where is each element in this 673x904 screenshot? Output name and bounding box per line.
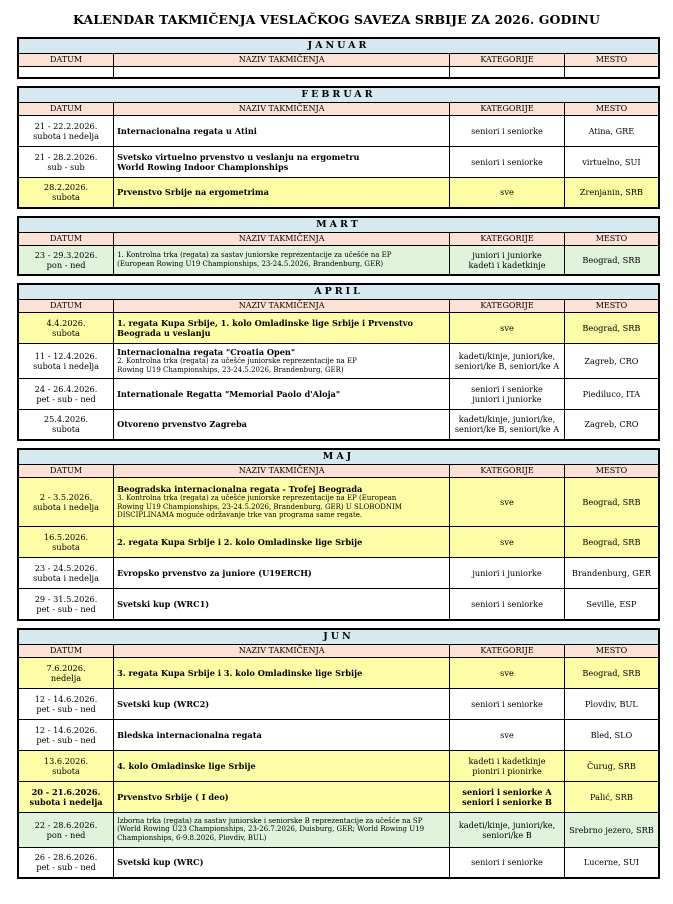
event-category-line: kadeti i kadetkinje bbox=[468, 259, 546, 270]
column-header-place: MESTO bbox=[564, 299, 659, 312]
column-header-place: MESTO bbox=[564, 465, 659, 478]
event-category-line: pioniri i pionirke bbox=[472, 765, 542, 776]
table-row bbox=[18, 688, 659, 719]
event-date-cell bbox=[18, 343, 114, 378]
event-category-cell bbox=[450, 177, 565, 208]
event-place-cell bbox=[564, 527, 659, 558]
event-date: 12 - 14.6.2026. bbox=[34, 693, 98, 704]
event-name-line: Evropsko prvenstvo za juniore (U19ERCH) bbox=[117, 568, 312, 578]
month-header-row bbox=[18, 38, 659, 54]
event-category-line: kadeti/kinje, juniori/ke, bbox=[458, 414, 556, 425]
column-header-name: NAZIV TAKMIČENJA bbox=[114, 465, 450, 478]
event-category-cell bbox=[450, 409, 565, 440]
event-place: Beograd, SRB bbox=[582, 322, 641, 333]
column-header-category: KATEGORIJE bbox=[450, 233, 565, 246]
event-place-cell bbox=[564, 115, 659, 146]
event-days: subota bbox=[52, 765, 80, 776]
event-name-cell bbox=[114, 246, 450, 275]
event-date-cell bbox=[18, 246, 114, 275]
event-category-cell bbox=[450, 589, 565, 620]
event-name-cell bbox=[114, 558, 450, 589]
event-days: pon - ned bbox=[46, 259, 86, 270]
event-place: Srebrno jezero, SRB bbox=[569, 824, 654, 835]
event-name-line: Otvoreno prvenstvo Zagreba bbox=[117, 419, 247, 430]
event-name-line: Svetski kup (WRC1) bbox=[117, 598, 210, 609]
event-category-line: seniori i seniorke bbox=[471, 598, 543, 609]
event-name-line: Bledska internacionalna regata bbox=[117, 729, 262, 740]
event-days: subota bbox=[52, 542, 80, 552]
event-name-cell bbox=[114, 781, 450, 812]
column-header-row bbox=[18, 54, 659, 67]
event-place: Plovdiv, BUL bbox=[585, 698, 638, 709]
event-name-line: World Rowing Indoor Championships bbox=[117, 161, 289, 172]
column-header-category: KATEGORIJE bbox=[450, 54, 565, 67]
event-place: Beograd, SRB bbox=[582, 667, 641, 678]
event-category-line: seniori i seniorke A bbox=[462, 786, 552, 797]
event-name-cell bbox=[114, 67, 450, 78]
event-name-cell bbox=[114, 378, 450, 409]
event-place-cell bbox=[564, 847, 659, 878]
event-category-line: seniori i seniorke bbox=[471, 125, 543, 136]
event-name-line: Rowing U19 Championships, 23-24.5.2026, Brandenburg, GER) bbox=[117, 365, 344, 374]
column-header-date: DATUM bbox=[18, 465, 114, 478]
table-row bbox=[18, 719, 659, 750]
month-section-april bbox=[17, 283, 660, 442]
column-header-date: DATUM bbox=[18, 102, 114, 115]
event-place-cell bbox=[564, 688, 659, 719]
table-row bbox=[18, 343, 659, 378]
column-header-row bbox=[18, 102, 659, 115]
month-name: FEBRUAR bbox=[18, 87, 659, 103]
event-date-cell bbox=[18, 558, 114, 589]
month-header-row bbox=[18, 629, 659, 645]
event-name-cell bbox=[114, 343, 450, 378]
event-name-line: DISCIPLINAMA moguće održavanje trke van programa same regate. bbox=[117, 511, 363, 520]
event-date-cell bbox=[18, 688, 114, 719]
event-date-cell bbox=[18, 177, 114, 208]
calendar-container bbox=[17, 37, 660, 886]
month-section-februar bbox=[17, 86, 660, 210]
column-header-name: NAZIV TAKMIČENJA bbox=[114, 102, 450, 115]
event-name-cell bbox=[114, 719, 450, 750]
event-category-line: juniori i juniorke bbox=[472, 393, 542, 404]
column-header-row bbox=[18, 299, 659, 312]
event-place: Zagreb, CRO bbox=[584, 355, 639, 366]
event-date: 26 - 28.6.2026. bbox=[34, 852, 98, 863]
event-date: 21 - 28.2.2026. bbox=[34, 151, 98, 162]
event-category-cell bbox=[450, 558, 565, 589]
event-days: pet - sub - ned bbox=[36, 862, 96, 873]
event-place: Beograd, SRB bbox=[582, 537, 641, 547]
event-place-cell bbox=[564, 719, 659, 750]
event-name-cell bbox=[114, 657, 450, 688]
event-category-cell bbox=[450, 847, 565, 878]
event-category-line: sve bbox=[500, 322, 514, 333]
event-category-line: seniori i seniorke bbox=[471, 698, 543, 709]
event-date-cell bbox=[18, 115, 114, 146]
table-row bbox=[18, 478, 659, 527]
event-category-cell bbox=[450, 115, 565, 146]
month-header-row bbox=[18, 87, 659, 103]
event-category-line: seniori i seniorke bbox=[471, 383, 543, 394]
column-header-name: NAZIV TAKMIČENJA bbox=[114, 233, 450, 246]
event-name-line: Rowing U19 Championships, 23-24.5.2026, Brandenburg, GER) U SLOBODNIM bbox=[117, 502, 402, 511]
event-place-cell bbox=[564, 343, 659, 378]
event-category-line: kadeti/kinje, juniori/ke, bbox=[458, 819, 556, 830]
event-name-line: Prvenstvo Srbije na ergometrima bbox=[117, 187, 269, 198]
table-row bbox=[18, 527, 659, 558]
event-days: subota i nedelja bbox=[33, 502, 99, 512]
event-name-line: (European Rowing U19 Championships, 23-24.5.2026, Brandenburg, GER) bbox=[117, 259, 384, 268]
event-days: subota i nedelja bbox=[33, 360, 99, 371]
table-row bbox=[18, 177, 659, 208]
event-category-line: sve bbox=[500, 187, 514, 198]
event-category-line: kadeti/kinje, juniori/ke, bbox=[458, 350, 556, 361]
event-place: Atina, GRE bbox=[588, 125, 635, 136]
month-name: JUN bbox=[18, 629, 659, 645]
event-category-cell bbox=[450, 312, 565, 343]
month-header-row bbox=[18, 449, 659, 465]
event-date-cell bbox=[18, 378, 114, 409]
event-name-cell bbox=[114, 589, 450, 620]
column-header-name: NAZIV TAKMIČENJA bbox=[114, 644, 450, 657]
event-category-line: seniori i seniorke bbox=[471, 156, 543, 167]
column-header-name: NAZIV TAKMIČENJA bbox=[114, 299, 450, 312]
event-name-cell bbox=[114, 115, 450, 146]
event-place-cell bbox=[564, 558, 659, 589]
table-row bbox=[18, 750, 659, 781]
column-header-row bbox=[18, 465, 659, 478]
event-date-cell bbox=[18, 719, 114, 750]
event-days: subota bbox=[52, 424, 80, 435]
event-place: Beograd, SRB bbox=[582, 497, 641, 507]
event-place-cell bbox=[564, 750, 659, 781]
event-place-cell bbox=[564, 177, 659, 208]
event-date-cell bbox=[18, 409, 114, 440]
event-date: 11 - 12.4.2026. bbox=[34, 350, 98, 361]
event-category-cell bbox=[450, 146, 565, 177]
column-header-place: MESTO bbox=[564, 102, 659, 115]
table-row bbox=[18, 115, 659, 146]
column-header-category: KATEGORIJE bbox=[450, 465, 565, 478]
event-date: 4.4.2026. bbox=[46, 317, 86, 328]
event-place: Bled, SLO bbox=[590, 729, 633, 740]
event-days: subota i nedelja bbox=[29, 796, 103, 807]
event-name-cell bbox=[114, 688, 450, 719]
table-row bbox=[18, 67, 659, 78]
event-place: Zrenjanin, SRB bbox=[579, 187, 644, 198]
event-category-line: sve bbox=[500, 497, 514, 507]
column-header-place: MESTO bbox=[564, 233, 659, 246]
event-place-cell bbox=[564, 67, 659, 78]
event-date: 12 - 14.6.2026. bbox=[34, 724, 98, 735]
event-category-cell bbox=[450, 812, 565, 847]
event-days: pon - ned bbox=[46, 829, 86, 840]
event-name-line: 2. regata Kupa Srbije i 2. kolo Omladinske lige Srbije bbox=[117, 537, 363, 547]
event-date: 22 - 28.6.2026. bbox=[34, 819, 98, 830]
month-section-jun bbox=[17, 628, 660, 880]
event-name-line: Internationale Regatta "Memorial Paolo d'Aloja" bbox=[117, 388, 341, 399]
event-place-cell bbox=[564, 657, 659, 688]
event-category-cell bbox=[450, 657, 565, 688]
event-days: subota i nedelja bbox=[33, 573, 99, 583]
event-place: Zagreb, CRO bbox=[584, 419, 639, 430]
event-name-line: 3. regata Kupa Srbije i 3. kolo Omladinske lige Srbije bbox=[117, 667, 363, 678]
table-row bbox=[18, 812, 659, 847]
event-name-cell bbox=[114, 847, 450, 878]
page-title: KALENDAR TAKMIČENJA VESLAČKOG SAVEZA SRBIJE ZA 2026. GODINU bbox=[73, 12, 600, 27]
event-name-line: Beograda u veslanju bbox=[117, 327, 211, 338]
event-category-line: sve bbox=[500, 667, 514, 678]
event-category-line: seniori i seniorke B bbox=[462, 796, 552, 807]
event-days: pet - sub - ned bbox=[36, 734, 96, 745]
event-date-cell bbox=[18, 67, 114, 78]
month-name: JANUAR bbox=[18, 38, 659, 54]
event-category-line: seniori/ke B, seniori/ke A bbox=[454, 424, 560, 435]
event-place: Palić, SRB bbox=[590, 791, 633, 802]
column-header-date: DATUM bbox=[18, 233, 114, 246]
event-place-cell bbox=[564, 246, 659, 275]
event-place: Beograd, SRB bbox=[582, 254, 641, 265]
event-place: Seville, ESP bbox=[586, 598, 637, 609]
event-place-cell bbox=[564, 589, 659, 620]
event-name-line: Svetsko virtuelno prvenstvo u veslanju na ergometru bbox=[117, 151, 360, 162]
column-header-name: NAZIV TAKMIČENJA bbox=[114, 54, 450, 67]
event-place-cell bbox=[564, 312, 659, 343]
event-days: subota i nedelja bbox=[33, 130, 99, 141]
event-date: 25.4.2026. bbox=[43, 414, 89, 425]
event-category-line: seniori/ke B, seniori/ke A bbox=[454, 360, 560, 371]
event-place-cell bbox=[564, 478, 659, 527]
event-date-cell bbox=[18, 781, 114, 812]
event-date: 16.5.2026. bbox=[43, 532, 89, 542]
event-date-cell bbox=[18, 847, 114, 878]
table-row bbox=[18, 146, 659, 177]
event-category-line: sve bbox=[500, 729, 514, 740]
event-name-cell bbox=[114, 146, 450, 177]
event-category-cell bbox=[450, 246, 565, 275]
event-date: 7.6.2026. bbox=[46, 662, 86, 673]
month-section-maj bbox=[17, 448, 660, 621]
table-row bbox=[18, 312, 659, 343]
table-row bbox=[18, 409, 659, 440]
event-date: 28.2.2026. bbox=[43, 182, 89, 193]
event-category-cell bbox=[450, 343, 565, 378]
event-name-line: (World Rowing U23 Championships, 23-26.7.2026, Duisburg, GER; World Rowing U19 bbox=[117, 825, 425, 834]
event-name-line: Prvenstvo Srbije ( I deo) bbox=[117, 791, 229, 802]
event-category-line: sve bbox=[500, 537, 514, 547]
event-category-cell bbox=[450, 67, 565, 78]
table-row bbox=[18, 589, 659, 620]
event-date-cell bbox=[18, 146, 114, 177]
month-name: APRIL bbox=[18, 284, 659, 300]
event-name-cell bbox=[114, 409, 450, 440]
event-place-cell bbox=[564, 812, 659, 847]
event-name-line: Svetski kup (WRC2) bbox=[117, 698, 210, 709]
event-place: Piediluco, ITA bbox=[582, 388, 641, 399]
event-name-line: 1. regata Kupa Srbije, 1. kolo Omladinske lige Srbije i Prvenstvo bbox=[117, 317, 414, 328]
event-date: 23 - 29.3.2026. bbox=[34, 249, 98, 260]
table-row bbox=[18, 378, 659, 409]
event-name-line: Internacionalna regata u Atini bbox=[117, 125, 257, 136]
event-date: 29 - 31.5.2026. bbox=[34, 593, 98, 604]
event-date-cell bbox=[18, 312, 114, 343]
column-header-category: KATEGORIJE bbox=[450, 299, 565, 312]
event-name-cell bbox=[114, 478, 450, 527]
event-category-cell bbox=[450, 478, 565, 527]
event-category-line: juniori i juniorke bbox=[472, 568, 542, 578]
column-header-date: DATUM bbox=[18, 644, 114, 657]
event-name-line: 1. Kontrolna trka (regata) za sastav juniorske reprezentacije za učešće na EP bbox=[117, 251, 392, 260]
event-days: pet - sub - ned bbox=[36, 703, 96, 714]
event-name-cell bbox=[114, 527, 450, 558]
event-days: pet - sub - ned bbox=[36, 393, 96, 404]
event-days: nedelja bbox=[50, 672, 82, 683]
event-place: virtuelno, SUI bbox=[582, 156, 641, 167]
event-date-cell bbox=[18, 750, 114, 781]
column-header-category: KATEGORIJE bbox=[450, 644, 565, 657]
column-header-date: DATUM bbox=[18, 54, 114, 67]
event-name-cell bbox=[114, 750, 450, 781]
column-header-place: MESTO bbox=[564, 644, 659, 657]
event-days: sub - sub bbox=[47, 161, 85, 172]
event-days: subota bbox=[52, 192, 80, 203]
event-date-cell bbox=[18, 527, 114, 558]
event-place-cell bbox=[564, 409, 659, 440]
table-row bbox=[18, 558, 659, 589]
month-name: MAJ bbox=[18, 449, 659, 465]
event-category-cell bbox=[450, 527, 565, 558]
column-header-category: KATEGORIJE bbox=[450, 102, 565, 115]
event-name-line: Internacionalna regata "Croatia Open" bbox=[117, 347, 296, 357]
event-category-line: seniori/ke B bbox=[482, 829, 532, 840]
event-days: pet - sub - ned bbox=[36, 603, 96, 614]
month-name: MART bbox=[18, 217, 659, 233]
event-category-line: juniori i juniorke bbox=[472, 249, 542, 260]
column-header-row bbox=[18, 644, 659, 657]
table-row bbox=[18, 657, 659, 688]
event-date: 24 - 26.4.2026. bbox=[34, 383, 98, 394]
event-category-cell bbox=[450, 781, 565, 812]
event-date-cell bbox=[18, 589, 114, 620]
column-header-date: DATUM bbox=[18, 299, 114, 312]
event-date: 20 - 21.6.2026. bbox=[31, 786, 101, 797]
event-place: Brandenburg, GER bbox=[571, 568, 651, 578]
event-name-line: Svetski kup (WRC) bbox=[117, 857, 204, 868]
month-section-mart bbox=[17, 216, 660, 276]
event-place: Lucerne, SUI bbox=[583, 857, 639, 868]
event-days: subota bbox=[52, 327, 80, 338]
event-name-line: 2. Kontrolna trka (regata) za učešće juniorske reprezentacije na EP bbox=[117, 357, 357, 365]
event-category-cell bbox=[450, 719, 565, 750]
event-date: 21 - 22.2.2026. bbox=[34, 120, 98, 131]
month-header-row bbox=[18, 284, 659, 300]
event-category-cell bbox=[450, 688, 565, 719]
event-name-line: Beogradska internacionalna regata - Trofej Beograda bbox=[117, 484, 363, 495]
event-date-cell bbox=[18, 657, 114, 688]
month-section-januar bbox=[17, 37, 660, 79]
table-row bbox=[18, 781, 659, 812]
event-name-cell bbox=[114, 312, 450, 343]
event-date-cell bbox=[18, 478, 114, 527]
event-category-cell bbox=[450, 378, 565, 409]
event-name-cell bbox=[114, 812, 450, 847]
event-date: 13.6.2026. bbox=[43, 755, 89, 766]
event-name-cell bbox=[114, 177, 450, 208]
event-place-cell bbox=[564, 378, 659, 409]
table-row bbox=[18, 847, 659, 878]
column-header-place: MESTO bbox=[564, 54, 659, 67]
event-place-cell bbox=[564, 146, 659, 177]
table-row bbox=[18, 246, 659, 275]
event-name-line: 4. kolo Omladinske lige Srbije bbox=[117, 760, 256, 771]
event-category-line: seniori i seniorke bbox=[471, 857, 543, 868]
event-place: Čurug, SRB bbox=[586, 760, 636, 771]
event-date-cell bbox=[18, 812, 114, 847]
event-name-line: Championships, 6-9.8.2026, Plovdiv, BUL) bbox=[117, 833, 267, 842]
event-category-cell bbox=[450, 750, 565, 781]
event-date: 2 - 3.5.2026. bbox=[39, 492, 93, 502]
event-name-line: 3. Kontrolna trka (regata) za učešće juniorske reprezentacije na EP (European bbox=[117, 494, 397, 503]
event-place-cell bbox=[564, 781, 659, 812]
event-category-line: kadeti i kadetkinje bbox=[468, 755, 546, 766]
column-header-row bbox=[18, 233, 659, 246]
event-date: 23 - 24.5.2026. bbox=[34, 563, 98, 573]
event-name-line: Izborna trka (regata) za sastav juniorske i seniorske B reprezentacije za učešće na SP bbox=[117, 816, 423, 825]
month-header-row bbox=[18, 217, 659, 233]
